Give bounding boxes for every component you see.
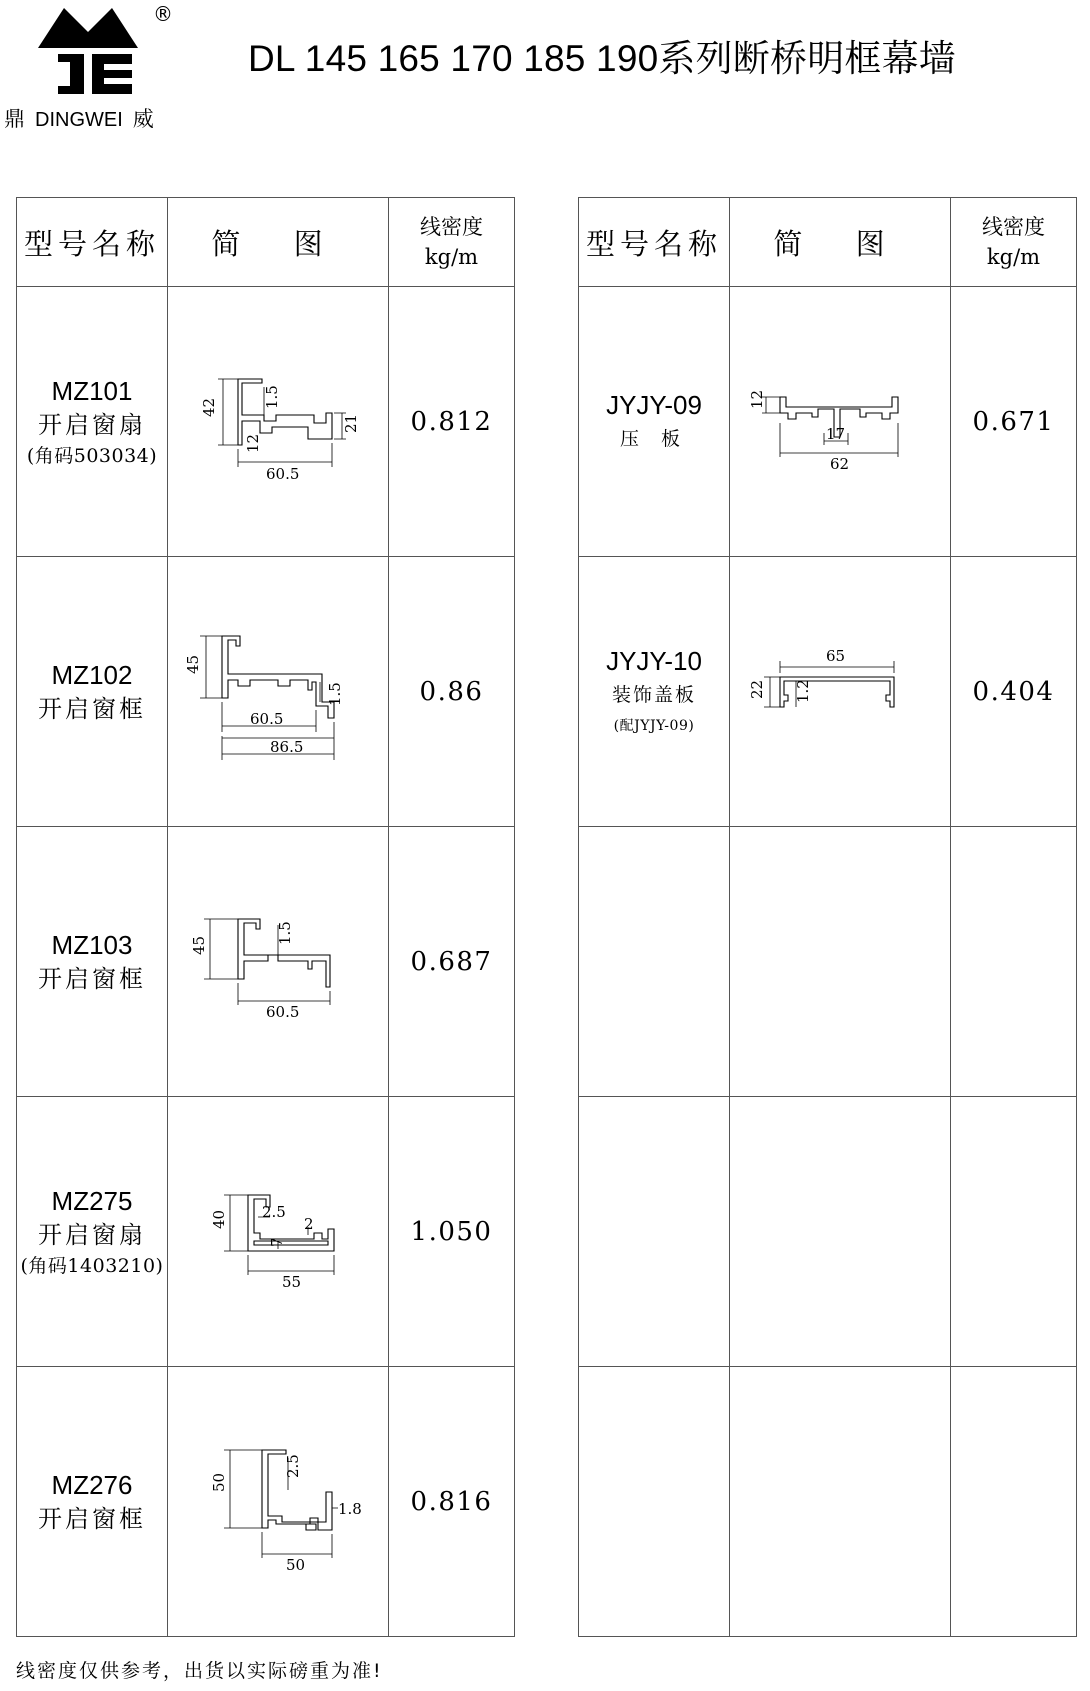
footer-note: 线密度仅供参考，出货以实际磅重为准! bbox=[16, 1660, 383, 1682]
table-header-row bbox=[579, 198, 1077, 287]
col-header-density: 线密度 kg/m bbox=[389, 198, 515, 287]
table-row bbox=[17, 1367, 515, 1637]
dim-lip: 2.5 bbox=[262, 1202, 286, 1221]
page-title: DL 145 165 170 185 190系列断桥明框幕墙 bbox=[248, 38, 956, 79]
model-cell bbox=[579, 1367, 730, 1637]
density-value: 0.812 bbox=[410, 406, 493, 437]
model-desc: 开启窗框 bbox=[38, 694, 146, 723]
model-cell bbox=[579, 287, 730, 557]
dim-inner: 7 bbox=[268, 1236, 286, 1247]
density-value: 0.671 bbox=[972, 406, 1055, 437]
dim-height: 22 bbox=[748, 679, 766, 699]
dim-height: 45 bbox=[184, 654, 202, 674]
figure-cell bbox=[168, 1367, 389, 1637]
model-note: (角码1403210) bbox=[20, 1254, 164, 1277]
dim-wall: 1.8 bbox=[338, 1499, 362, 1518]
density-cell bbox=[389, 287, 515, 557]
dim-width-2: 86.5 bbox=[270, 737, 304, 756]
model-code: MZ103 bbox=[51, 929, 133, 960]
dim-height: 45 bbox=[190, 935, 208, 955]
density-cell bbox=[951, 557, 1077, 827]
model-desc: 开启窗框 bbox=[38, 964, 146, 993]
dim-width: 55 bbox=[282, 1272, 302, 1291]
model-cell bbox=[17, 1097, 168, 1367]
model-desc: 装饰盖板 bbox=[611, 683, 696, 706]
density-value: 0.86 bbox=[419, 676, 484, 707]
dim-wall: 2 bbox=[304, 1214, 314, 1233]
profile-drawing-mz102 bbox=[178, 622, 378, 762]
model-cell bbox=[17, 1367, 168, 1637]
dim-width: 62 bbox=[830, 454, 850, 473]
density-cell bbox=[389, 827, 515, 1097]
table-header-row bbox=[17, 198, 515, 287]
density-cell bbox=[951, 827, 1077, 1097]
dim-width: 65 bbox=[826, 646, 846, 665]
model-cell bbox=[17, 287, 168, 557]
model-code: MZ102 bbox=[51, 659, 133, 690]
figure-cell bbox=[730, 1097, 951, 1367]
dim-width: 60.5 bbox=[266, 464, 300, 483]
figure-cell bbox=[730, 1367, 951, 1637]
col-header-figure: 简 图 bbox=[168, 198, 389, 287]
col-header-name: 型号名称 bbox=[17, 198, 168, 287]
col-header-density: 线密度 kg/m bbox=[951, 198, 1077, 287]
dim-height: 50 bbox=[210, 1472, 228, 1492]
table-row bbox=[579, 557, 1077, 827]
dim-height: 12 bbox=[748, 389, 766, 409]
dim-width: 60.5 bbox=[266, 1002, 300, 1021]
dim-inner: 12 bbox=[244, 433, 262, 453]
model-note: (配JYJY-09) bbox=[613, 717, 695, 734]
model-code: JYJY-10 bbox=[606, 645, 702, 676]
model-code: JYJY-09 bbox=[606, 389, 702, 420]
dim-width: 50 bbox=[286, 1555, 306, 1572]
figure-cell bbox=[168, 557, 389, 827]
brand-name: 鼎 DINGWEI 威 bbox=[4, 107, 154, 131]
model-desc: 压 板 bbox=[619, 427, 689, 450]
table-row bbox=[579, 287, 1077, 557]
table-row bbox=[17, 557, 515, 827]
dim-lip: 1.5 bbox=[263, 384, 281, 409]
figure-cell bbox=[168, 287, 389, 557]
model-cell bbox=[579, 1097, 730, 1367]
dim-side: 21 bbox=[342, 413, 360, 433]
dingwei-logo-icon bbox=[38, 6, 138, 98]
density-cell bbox=[389, 1097, 515, 1367]
model-cell bbox=[579, 557, 730, 827]
dim-height: 42 bbox=[200, 397, 218, 417]
density-cell bbox=[951, 287, 1077, 557]
figure-cell bbox=[168, 827, 389, 1097]
model-cell bbox=[579, 827, 730, 1097]
dim-inner: 17 bbox=[826, 424, 846, 443]
figure-cell bbox=[730, 287, 951, 557]
table-row bbox=[17, 1097, 515, 1367]
registered-mark: ® bbox=[153, 2, 173, 26]
col-header-name: 型号名称 bbox=[579, 198, 730, 287]
dim-lip: 1.5 bbox=[276, 920, 294, 945]
density-value: 1.050 bbox=[410, 1216, 493, 1247]
right-profile-table bbox=[578, 197, 1077, 1637]
model-desc: 开启窗扇 bbox=[38, 410, 146, 439]
table-row bbox=[579, 1097, 1077, 1367]
profile-drawing-mz103 bbox=[178, 897, 378, 1027]
density-cell bbox=[389, 1367, 515, 1637]
dim-lip: 2.5 bbox=[284, 1453, 302, 1478]
density-cell bbox=[951, 1367, 1077, 1637]
left-profile-table bbox=[16, 197, 515, 1637]
density-cell bbox=[389, 557, 515, 827]
figure-cell bbox=[730, 557, 951, 827]
profile-drawing-mz275 bbox=[178, 1167, 378, 1297]
density-value: 0.816 bbox=[410, 1486, 493, 1517]
model-code: MZ275 bbox=[51, 1185, 133, 1216]
figure-cell bbox=[730, 827, 951, 1097]
dim-width-1: 60.5 bbox=[250, 709, 284, 728]
model-note: (角码503034) bbox=[26, 444, 158, 467]
table-row bbox=[17, 827, 515, 1097]
table-row bbox=[579, 1367, 1077, 1637]
density-cell bbox=[951, 1097, 1077, 1367]
dim-height: 40 bbox=[210, 1209, 228, 1229]
table-row bbox=[17, 287, 515, 557]
profile-drawing-mz276 bbox=[178, 1432, 378, 1572]
figure-cell bbox=[168, 1097, 389, 1367]
density-value: 0.404 bbox=[972, 676, 1055, 707]
brand-logo bbox=[0, 0, 190, 140]
density-value: 0.687 bbox=[410, 946, 493, 977]
table-row bbox=[579, 827, 1077, 1097]
profile-drawing-jyjy09 bbox=[740, 367, 940, 477]
model-desc: 开启窗扇 bbox=[38, 1220, 146, 1249]
col-header-figure: 简 图 bbox=[730, 198, 951, 287]
model-code: MZ276 bbox=[51, 1469, 133, 1500]
dim-lip: 1.5 bbox=[326, 681, 344, 706]
model-cell bbox=[17, 827, 168, 1097]
profile-drawing-mz101 bbox=[178, 357, 378, 487]
model-cell bbox=[17, 557, 168, 827]
profile-drawing-jyjy10 bbox=[740, 637, 940, 747]
model-desc: 开启窗框 bbox=[38, 1504, 146, 1533]
dim-wall: 1.2 bbox=[794, 678, 812, 703]
model-code: MZ101 bbox=[51, 375, 133, 406]
